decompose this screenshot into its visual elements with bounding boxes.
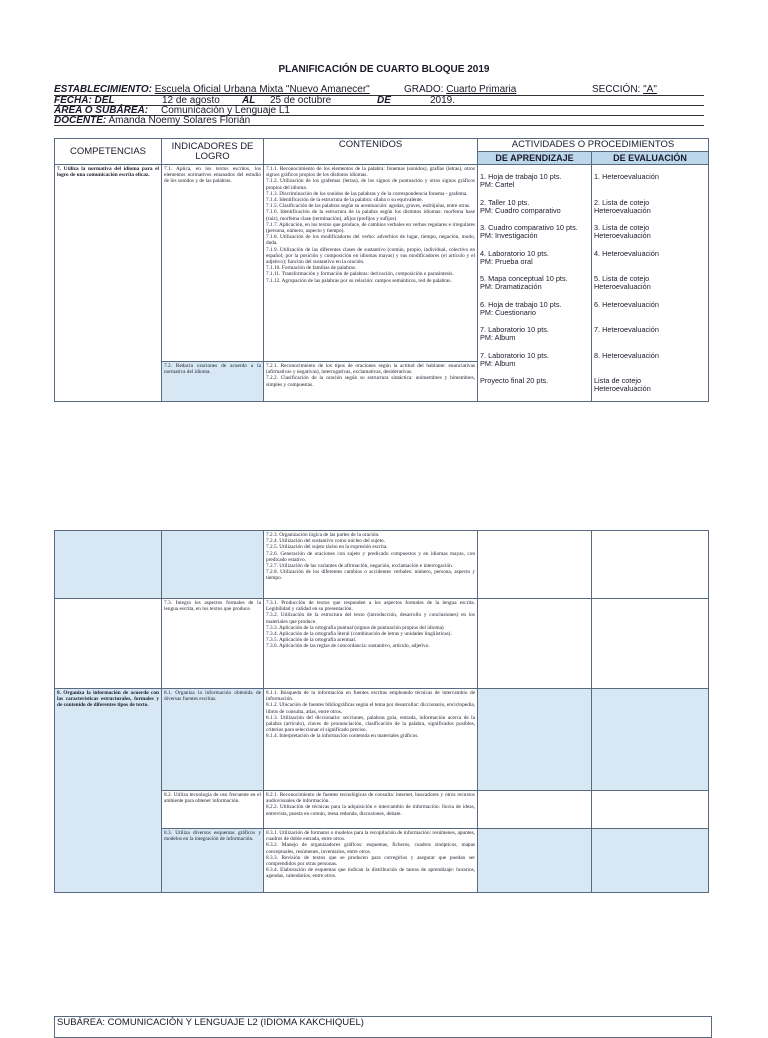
header-seccion [592, 84, 704, 95]
empty-cell [478, 531, 592, 599]
empty-cell [592, 689, 709, 791]
subarea-footer: SUBÁREA: COMUNICACIÓN Y LENGUAJE L2 (IDIOMA KAKCHIQUEL) [54, 1016, 712, 1038]
indicador-7-2-cont [162, 531, 264, 599]
al-label: AL [242, 95, 256, 106]
empty-cell [592, 829, 709, 893]
fecha-label: FECHA: DEL [54, 95, 115, 106]
fecha-del-value: 12 de agosto [162, 95, 220, 106]
seccion-value: "A" [643, 84, 657, 95]
contenidos-8-1: 8.1.1. Búsqueda de la información en fuentes escritas empleando técnicas de intercambio de información. 8.1.2. Ubicación de fuentes bibliográficas según el tema por desarrollar: diccionario, enciclopedia, libros de consulta, atlas, entre otros. 8.1.3. Utilización del diccionario: secciones, palabras guía, entrada, información acerca de la palabra (artículo), claves de pronunciación, clasificación de la palabra, significados posibles, criterios para seleccionar el significado preciso. 8.1.4. Interpretación de la información contenida en materiales gráficos. [264, 689, 478, 791]
establecimiento-value: Escuela Oficial Urbana Mixta "Nuevo Amanecer" [154, 84, 370, 95]
indicador-7-3: 7.3. Integra los aspectos formales de la lengua escrita, en los textos que produce. [162, 599, 264, 689]
contenidos-7-3: 7.3.1. Producción de textos que responden a los aspectos formales de la lengua escrita. Legibilidad y calidad en su presentación. 7.3.2. Utilización de la estructura del texto (introducción, desarrollo y conclusiones) en los materiales que produce. 7.3.3. Aplicación de la ortografía puntual (signos de puntuación propios del idioma) 7.3.4. Aplicación de la ortografía literal (combinación de letras y unidades lingüísticas). 7.3.5. Aplicación de la ortografía acentual. 7.3.6. Aplicación de las reglas de concordancia: sustantivo, artículo, adjetivo. [264, 599, 478, 689]
empty-cell [592, 599, 709, 689]
header-rule [54, 125, 704, 126]
area-label: ÁREA O SUBÁREA: [54, 105, 149, 116]
indicador-8-3: 8.3. Utiliza diversos esquemas gráficos y modelos en la integración de información. [162, 829, 264, 893]
indicador-8-1: 8.1. Organiza la información obtenida de diversas fuentes escritas. [162, 689, 264, 791]
empty-cell [592, 531, 709, 599]
contenidos-7-2: 7.2.1. Reconocimiento de los tipos de oraciones según la actitud del hablante: enunciativas (afirmativas y negativas), interrogativas, exclamativas, desiderativas. 7.2.2. Clasificación de la oración según su estructura sintáctica: unimembres y bimembres, simples y compuestas. [264, 362, 478, 402]
area-value: Comunicación y Lenguaje L1 [161, 105, 290, 116]
grado-value: Cuarto Primaria [446, 84, 517, 95]
contenidos-7-1: 7.1.1. Reconocimiento de los elementos de la palabra: fonemas (sonidos), grafías (letras), otros signos gráficos propios de los distintos idiomas. 7.1.2. Utilización de los grafemas (letras), de los signos de puntuación y otros signos gráficos propios del idioma. 7.1.3. Discriminación de los sonidos de las palabras y de la correspondencia fonema - grafema. 7.1.4. Identificación de la estructura de la palabra: sílaba o su equivalente. 7.1.5. Clasificación de las palabras según su acentuación: agudas, graves, esdrújulas, entre otras. 7.1.6. Identificación de la estructura de la palabra según los distintos idiomas: morfema base (raíz), morfema clase (terminación), afijos (prefijos y sufijos) 7.1.7. Aplicación, en los textos que produce, de cambios verbales en verbos regulares e irregulares (persona, número, aspecto y tiempo). 7.1.8. Utilización de los modificadores del verbo: adverbios de lugar, tiempo, negación, modo, duda. 7.1.9. Utilización de las diferentes clases de sustantivo (común, propio, individual, colectivo en español; por la posición y composición en idiomas mayas) y sus modificadores (el artículo y el adjetivo); función del sustantivo en la oración. 7.1.10. Formación de familias de palabras. 7.1.11. Transformación y formación de palabras: derivación, composición o parasíntesis. 7.1.12. Agrupación de las palabras por su relación: campos semánticos, red de palabras. [264, 165, 478, 362]
seccion-label: SECCIÓN: [592, 84, 641, 95]
contenidos-8-3: 8.3.1. Utilización de formatos o modelos para la recopilación de información: resúmenes, apuntes, cuadros de doble entrada, entre otros. 8.3.2. Manejo de organizadores gráficos: esquemas, ficheros, cuadros sinópticos, mapas conceptuales, resúmenes, inventarios, entre otros. 8.3.3. Revisión de textos que se producen para corregirlos y asegurar que puedan ser comprendidos por otras personas. 8.3.4. Elaboración de esquemas que indican la distribución de tareas de aprendizaje: horarios, agendas, calendarios, entre otros. [264, 829, 478, 893]
empty-cell [478, 829, 592, 893]
indicador-8-2: 8.2. Utiliza tecnología de uso frecuente en el ambiente para obtener información. [162, 791, 264, 829]
planning-table-1 [54, 138, 709, 402]
anio-value: 2019. [430, 95, 456, 106]
competencia-8: 8. Organiza la información de acuerdo con las características estructurales, formales y de contenido de diferentes tipos de texto. [55, 689, 162, 893]
empty-cell [478, 689, 592, 791]
col-header-aprendizaje: DE APRENDIZAJE [478, 152, 592, 165]
col-header-evaluacion: DE EVALUACIÓN [592, 152, 709, 165]
empty-cell [478, 791, 592, 829]
col-header-actividades: ACTIVIDADES O PROCEDIMIENTOS [478, 139, 709, 152]
actividades-aprendizaje: 1. Hoja de trabajo 10 pts. PM: Cartel 2. Taller 10 pts. PM: Cuadro comparativo 3. Cuadro comparativo 10 pts. PM: Investigación 4. Laboratorio 10 pts. PM: Prueba oral 5. Mapa conceptual 10 pts. PM: Dramatización 6. Hoja de trabajo 10 pts. PM: Cuestionario 7. Laboratorio 10 pts. PM: Album 7. Laboratorio 10 pts. PM: Album Proyecto final 20 pts. [478, 165, 592, 402]
indicador-7-1: 7.1. Aplica, en los textos escritos, los elementos normativos emanados del estudio de los sonidos y de las palabras. [162, 165, 264, 362]
empty-cell [55, 599, 162, 689]
competencia-7-cont [55, 531, 162, 599]
header-grado [404, 84, 524, 95]
document-title: PLANIFICACIÓN DE CUARTO BLOQUE 2019 [278, 64, 490, 75]
col-header-contenidos: CONTENIDOS [264, 139, 478, 165]
indicador-7-2: 7.2. Redacta oraciones de acuerdo a la normativa del idioma. [162, 362, 264, 402]
competencia-7: 7. Utiliza la normativa del idioma para el logro de una comunicación escrita eficaz. [55, 165, 162, 402]
planning-table-2 [54, 530, 709, 893]
contenidos-7-2-cont: 7.2.3. Organización lógica de las partes de la oración. 7.2.4. Utilización del sustantivo como núcleo del sujeto. 7.2.5. Utilización del sujeto tácito en la expresión escrita. 7.2.6. Generación de oraciones con sujeto y predicado compuestos y en idiomas mayas, con predicado estativo. 7.2.7. Utilización de las variantes de afirmación, negación, exclamación e interrogación. 7.2.8. Utilización de los diferentes cambios o accidentes verbales: número, persona, aspecto y tiempo. [264, 531, 478, 599]
fecha-al-value: 25 de octubre [270, 95, 332, 106]
contenidos-8-2: 8.2.1. Reconocimiento de fuentes tecnológicas de consulta: internet, buscadores y otros recursos audiovisuales de información. 8.2.2. Utilización de técnicas para la adquisición e intercambio de información: lluvia de ideas, entrevista, puesta en común, mesa redonda, discusiones, debate. [264, 791, 478, 829]
col-header-competencias: COMPETENCIAS [55, 139, 162, 165]
empty-cell [592, 791, 709, 829]
actividades-evaluacion: 1. Heteroevaluación 2. Lista de cotejo Heteroevaluación 3. Lista de cotejo Heteroevaluación 4. Heteroevaluación 5. Lista de cotejo Heteroevaluación 6. Heteroevaluación 7. Heteroevaluación 8. Heteroevaluación Lista de cotejo Heteroevaluación [592, 165, 709, 402]
de-label: DE [377, 95, 391, 106]
establecimiento-label: ESTABLECIMIENTO: [54, 84, 152, 95]
col-header-indicadores: INDICADORES DE LOGRO [162, 139, 264, 165]
empty-cell [478, 599, 592, 689]
docente-value: Amanda Noemy Solares Florián [108, 115, 251, 126]
grado-label: GRADO: [404, 84, 444, 95]
docente-label: DOCENTE: [54, 115, 107, 126]
